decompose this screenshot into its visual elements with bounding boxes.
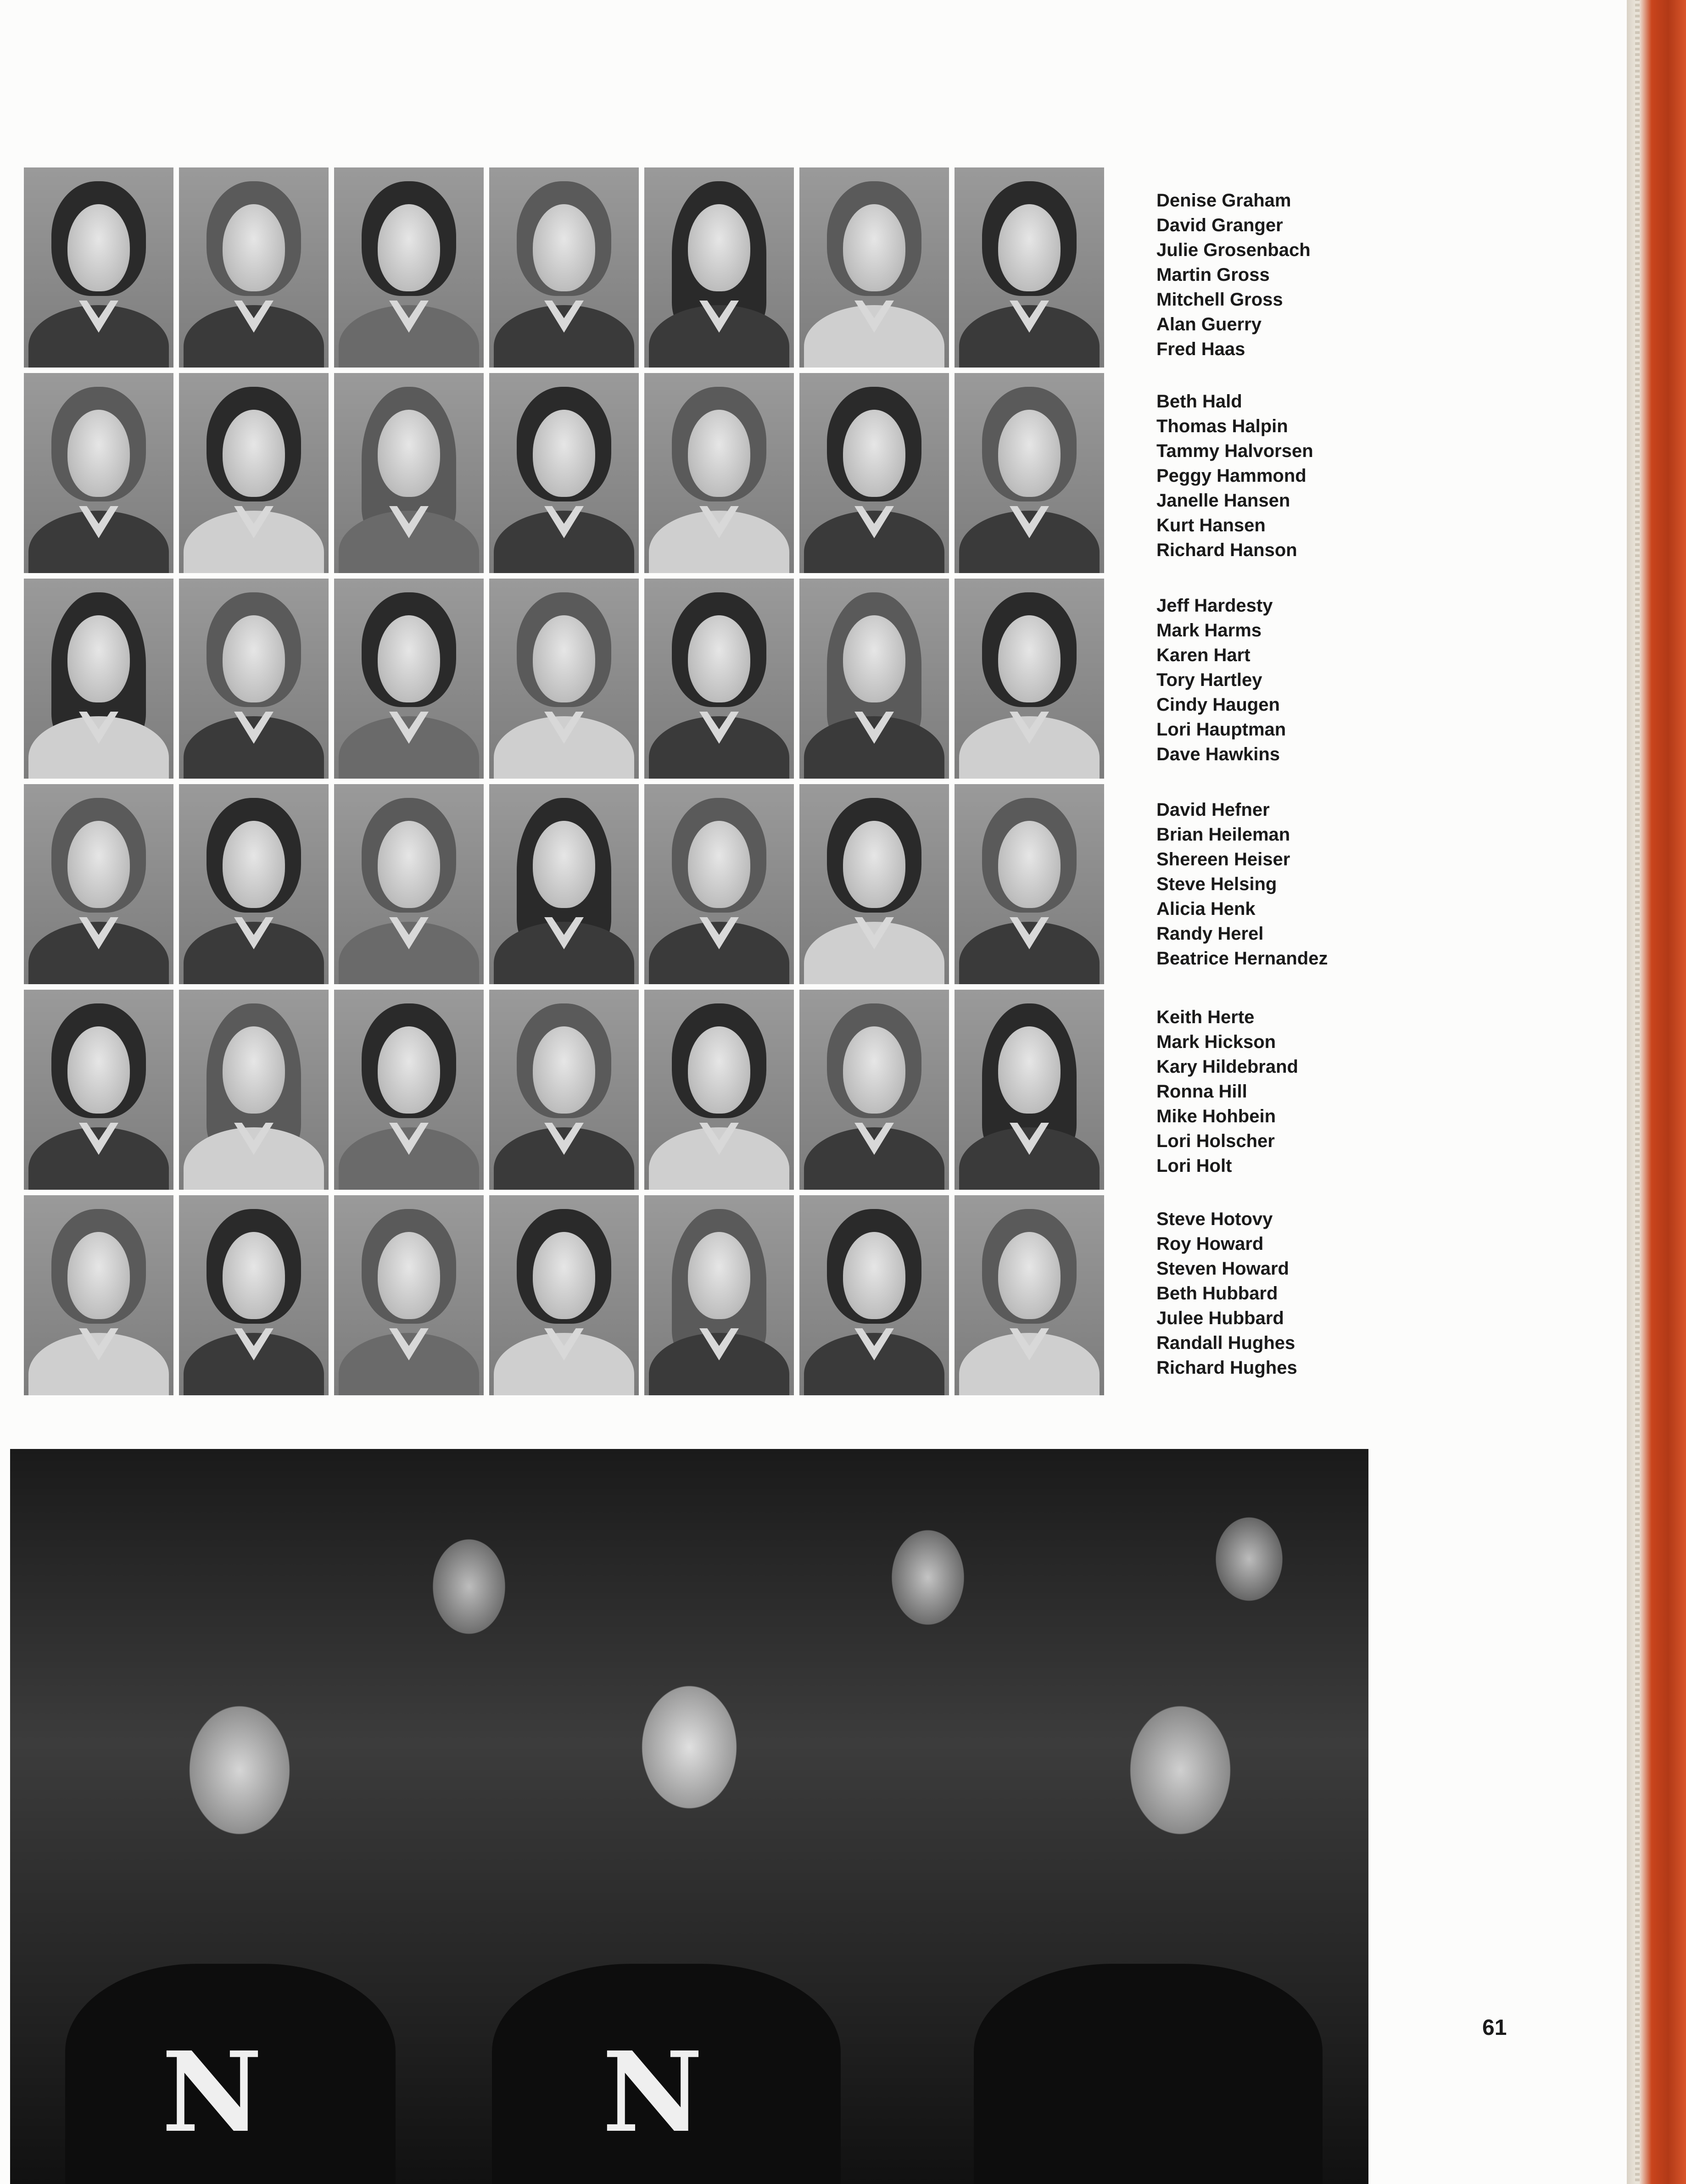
sweater-letter: N (162, 2028, 262, 2157)
student-portrait (179, 373, 329, 573)
portrait-face (688, 821, 750, 908)
student-name: Beth Hald (1156, 391, 1242, 412)
portrait-face (378, 615, 440, 702)
student-name: Mitchell Gross (1156, 290, 1283, 310)
portrait-shoulders (339, 1333, 479, 1395)
student-name: Lori Hauptman (1156, 719, 1286, 740)
portrait-shoulders (184, 511, 324, 573)
page-number: 61 (1482, 2016, 1507, 2040)
portrait-face (843, 821, 905, 908)
student-name: Richard Hanson (1156, 540, 1297, 560)
student-name: Shereen Heiser (1156, 849, 1290, 869)
student-portrait (955, 1195, 1104, 1395)
portrait-shoulders (649, 922, 789, 984)
portrait-face (533, 821, 595, 908)
portrait-face (223, 1026, 285, 1114)
cheer-sweater (974, 1964, 1323, 2184)
student-name: Steve Helsing (1156, 874, 1277, 894)
student-portrait (955, 784, 1104, 984)
student-portrait (489, 784, 639, 984)
student-portrait (644, 1195, 794, 1395)
student-portrait (799, 579, 949, 779)
portrait-shoulders (959, 1127, 1100, 1190)
student-name: Beth Hubbard (1156, 1283, 1278, 1304)
student-portrait (799, 167, 949, 368)
portrait-shoulders (28, 1127, 169, 1190)
student-portrait (334, 784, 484, 984)
portrait-shoulders (804, 511, 944, 573)
student-portrait (955, 990, 1104, 1190)
student-name: Keith Herte (1156, 1007, 1255, 1027)
student-portrait (179, 167, 329, 368)
portrait-face (688, 1232, 750, 1319)
portrait-face (378, 821, 440, 908)
portrait-shoulders (494, 922, 634, 984)
portrait-shoulders (959, 305, 1100, 368)
portrait-shoulders (649, 1127, 789, 1190)
student-portrait (334, 373, 484, 573)
student-portrait (644, 579, 794, 779)
student-portrait (179, 990, 329, 1190)
portrait-face (998, 410, 1061, 497)
portrait-face (378, 204, 440, 291)
portrait-shoulders (649, 511, 789, 573)
student-name: Beatrice Hernandez (1156, 948, 1328, 969)
student-name: Mark Harms (1156, 620, 1262, 641)
portrait-face (223, 821, 285, 908)
student-portrait (799, 1195, 949, 1395)
portrait-face (223, 615, 285, 702)
portrait-face (67, 1026, 130, 1114)
portrait-shoulders (959, 1333, 1100, 1395)
student-portrait (334, 1195, 484, 1395)
student-portrait (955, 373, 1104, 573)
student-name: Thomas Halpin (1156, 416, 1288, 436)
student-name: David Hefner (1156, 800, 1270, 820)
student-name: Mark Hickson (1156, 1032, 1276, 1052)
portrait-face (998, 821, 1061, 908)
student-name: Randall Hughes (1156, 1333, 1295, 1353)
portrait-shoulders (28, 511, 169, 573)
student-name: Alan Guerry (1156, 314, 1262, 334)
student-name: Ronna Hill (1156, 1081, 1247, 1102)
portrait-shoulders (494, 716, 634, 779)
name-list-row-1 (1156, 188, 1386, 362)
portrait-face (998, 204, 1061, 291)
student-name: Steven Howard (1156, 1259, 1289, 1279)
portrait-face (998, 1026, 1061, 1114)
portrait-face (998, 1232, 1061, 1319)
portrait-shoulders (649, 305, 789, 368)
student-portrait (24, 990, 173, 1190)
portrait-grid (24, 167, 1104, 1395)
portrait-face (843, 615, 905, 702)
portrait-shoulders (339, 716, 479, 779)
portrait-face (67, 821, 130, 908)
portrait-shoulders (959, 922, 1100, 984)
name-list-row-3 (1156, 593, 1386, 767)
portrait-shoulders (804, 716, 944, 779)
portrait-face (378, 1232, 440, 1319)
student-portrait (799, 990, 949, 1190)
portrait-shoulders (339, 305, 479, 368)
portrait-shoulders (28, 716, 169, 779)
portrait-shoulders (494, 511, 634, 573)
student-portrait (644, 167, 794, 368)
portrait-face (998, 615, 1061, 702)
portrait-shoulders (28, 305, 169, 368)
student-name: Tory Hartley (1156, 670, 1262, 690)
portrait-shoulders (184, 305, 324, 368)
student-name: Roy Howard (1156, 1234, 1264, 1254)
portrait-shoulders (804, 922, 944, 984)
student-name: Dave Hawkins (1156, 744, 1280, 764)
student-name: Peggy Hammond (1156, 466, 1306, 486)
portrait-shoulders (184, 1127, 324, 1190)
portrait-face (843, 1026, 905, 1114)
portrait-face (223, 410, 285, 497)
student-name: Kurt Hansen (1156, 515, 1266, 535)
student-portrait (644, 784, 794, 984)
student-name: Martin Gross (1156, 265, 1270, 285)
student-portrait (799, 784, 949, 984)
sweater-letter: N (602, 2028, 703, 2157)
student-name: Kary Hildebrand (1156, 1057, 1298, 1077)
book-binding-edge (1627, 0, 1686, 2184)
portrait-face (688, 615, 750, 702)
student-portrait (799, 373, 949, 573)
portrait-shoulders (184, 716, 324, 779)
student-name: Tammy Halvorsen (1156, 441, 1313, 461)
portrait-shoulders (959, 511, 1100, 573)
student-name: Fred Haas (1156, 339, 1245, 359)
student-portrait (24, 373, 173, 573)
student-portrait (489, 167, 639, 368)
student-portrait (955, 167, 1104, 368)
student-name: Cindy Haugen (1156, 695, 1280, 715)
portrait-face (533, 1026, 595, 1114)
name-list-row-2 (1156, 389, 1386, 563)
portrait-shoulders (339, 922, 479, 984)
student-name: Alicia Henk (1156, 899, 1256, 919)
student-portrait (179, 579, 329, 779)
portrait-face (843, 410, 905, 497)
student-name: Mike Hohbein (1156, 1106, 1276, 1126)
portrait-face (688, 204, 750, 291)
portrait-shoulders (494, 1333, 634, 1395)
portrait-face (533, 410, 595, 497)
portrait-shoulders (959, 716, 1100, 779)
student-name: Janelle Hansen (1156, 490, 1290, 511)
student-name: Lori Holt (1156, 1156, 1232, 1176)
student-name: Brian Heileman (1156, 825, 1290, 845)
portrait-shoulders (339, 511, 479, 573)
portrait-face (533, 204, 595, 291)
portrait-face (67, 410, 130, 497)
portrait-face (223, 1232, 285, 1319)
portrait-shoulders (28, 922, 169, 984)
student-portrait (489, 990, 639, 1190)
student-portrait (334, 167, 484, 368)
portrait-shoulders (649, 716, 789, 779)
student-portrait (24, 784, 173, 984)
student-name: Julee Hubbard (1156, 1308, 1284, 1328)
student-portrait (179, 784, 329, 984)
portrait-shoulders (804, 305, 944, 368)
student-portrait (489, 373, 639, 573)
student-name: Randy Herel (1156, 924, 1264, 944)
portrait-shoulders (494, 1127, 634, 1190)
portrait-face (67, 615, 130, 702)
student-portrait (24, 167, 173, 368)
student-name: Steve Hotovy (1156, 1209, 1273, 1229)
portrait-face (67, 1232, 130, 1319)
portrait-face (378, 410, 440, 497)
name-list-row-6 (1156, 1207, 1386, 1380)
portrait-face (843, 1232, 905, 1319)
portrait-shoulders (339, 1127, 479, 1190)
portrait-face (843, 204, 905, 291)
portrait-shoulders (804, 1127, 944, 1190)
student-portrait (334, 579, 484, 779)
name-list-row-5 (1156, 1005, 1386, 1178)
cheering-crowd-photo (10, 1449, 1368, 2184)
portrait-shoulders (28, 1333, 169, 1395)
student-name: Julie Grosenbach (1156, 240, 1311, 260)
portrait-shoulders (184, 1333, 324, 1395)
name-list-row-4 (1156, 797, 1386, 971)
portrait-face (688, 410, 750, 497)
student-portrait (179, 1195, 329, 1395)
portrait-face (533, 1232, 595, 1319)
portrait-face (688, 1026, 750, 1114)
student-name: Jeff Hardesty (1156, 596, 1273, 616)
student-name: Lori Holscher (1156, 1131, 1275, 1151)
portrait-face (67, 204, 130, 291)
portrait-face (223, 204, 285, 291)
student-portrait (644, 373, 794, 573)
portrait-shoulders (804, 1333, 944, 1395)
portrait-shoulders (649, 1333, 789, 1395)
student-portrait (644, 990, 794, 1190)
student-portrait (24, 1195, 173, 1395)
student-portrait (955, 579, 1104, 779)
student-portrait (24, 579, 173, 779)
portrait-shoulders (184, 922, 324, 984)
student-name: Richard Hughes (1156, 1358, 1297, 1378)
portrait-shoulders (494, 305, 634, 368)
student-portrait (489, 579, 639, 779)
student-name: Karen Hart (1156, 645, 1251, 665)
student-portrait (334, 990, 484, 1190)
student-name: Denise Graham (1156, 190, 1291, 211)
student-name: David Granger (1156, 215, 1283, 235)
portrait-face (533, 615, 595, 702)
portrait-face (378, 1026, 440, 1114)
student-portrait (489, 1195, 639, 1395)
